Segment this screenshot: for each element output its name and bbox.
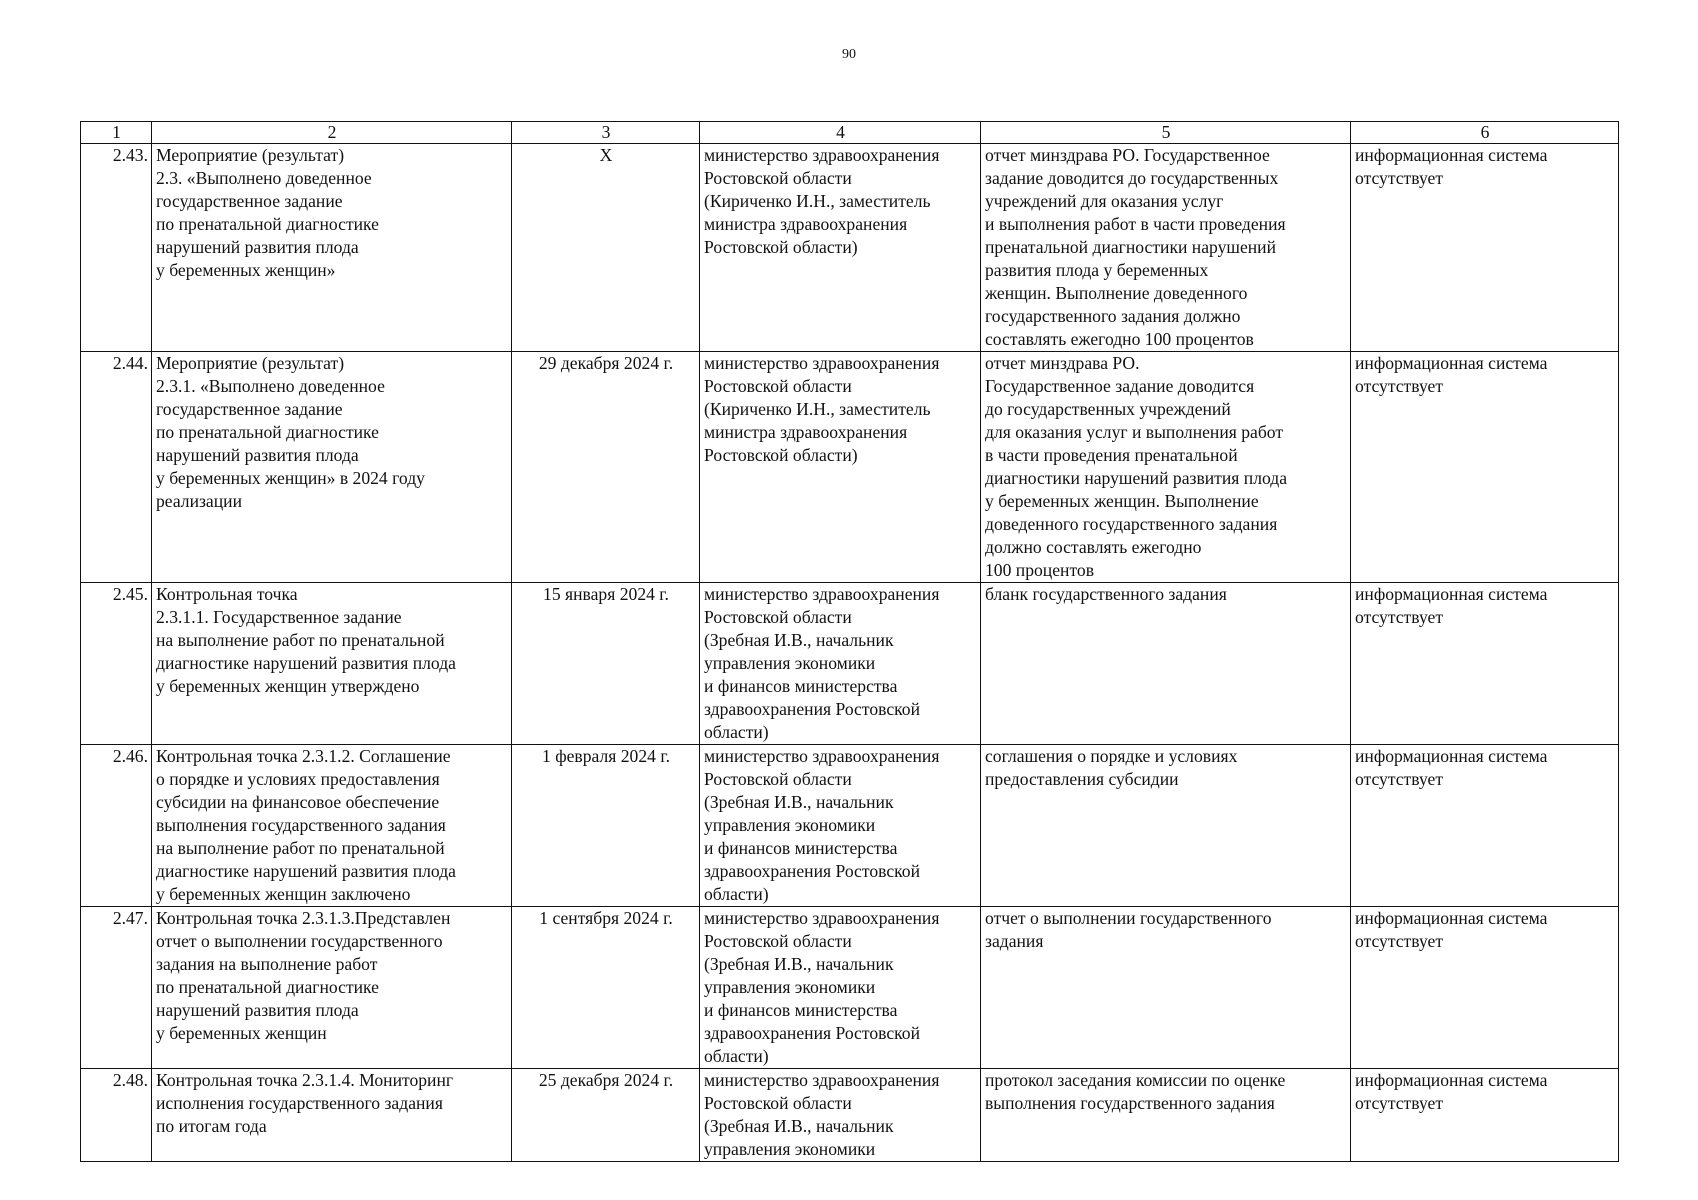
deadline: 1 сентября 2024 г.: [512, 907, 700, 1069]
column-header: 4: [700, 122, 981, 144]
row-number: 2.46.: [81, 745, 152, 907]
confirming-document: протокол заседания комиссии по оценке выполнения государственного задания: [981, 1069, 1351, 1162]
responsible: министерство здравоохранения Ростовской области (Зребная И.В., начальник управления экономики и финансов министерства здравоохранения Ростовской области): [700, 907, 981, 1069]
deadline: 29 декабря 2024 г.: [512, 352, 700, 583]
page-number: 90: [842, 47, 856, 62]
deadline: 25 декабря 2024 г.: [512, 1069, 700, 1162]
table-row: [81, 745, 1619, 907]
column-header: 3: [512, 122, 700, 144]
table-row: [81, 144, 1619, 352]
responsible: министерство здравоохранения Ростовской области (Кириченко И.Н., заместитель министра здравоохранения Ростовской области): [700, 352, 981, 583]
table-header-row: [81, 122, 1619, 144]
confirming-document: соглашения о порядке и условиях предоставления субсидии: [981, 745, 1351, 907]
information-system: информационная система отсутствует: [1351, 745, 1619, 907]
event-name: Мероприятие (результат) 2.3.1. «Выполнено доведенное государственное задание по пренатальной диагностике нарушений развития плода у беременных женщин» в 2024 году реализации: [152, 352, 512, 583]
responsible: министерство здравоохранения Ростовской области (Кириченко И.Н., заместитель министра здравоохранения Ростовской области): [700, 144, 981, 352]
table-row: [81, 1069, 1619, 1162]
column-header: 1: [81, 122, 152, 144]
event-name: Контрольная точка 2.3.1.4. Мониторинг исполнения государственного задания по итогам года: [152, 1069, 512, 1162]
information-system: информационная система отсутствует: [1351, 583, 1619, 745]
event-name: Контрольная точка 2.3.1.3.Представлен отчет о выполнении государственного задания на выполнение работ по пренатальной диагностике нарушений развития плода у беременных женщин: [152, 907, 512, 1069]
deadline: X: [512, 144, 700, 352]
event-name: Мероприятие (результат) 2.3. «Выполнено доведенное государственное задание по пренатальной диагностике нарушений развития плода у беременных женщин»: [152, 144, 512, 352]
plan-table: [80, 121, 1619, 1162]
event-name: Контрольная точка 2.3.1.2. Соглашение о порядке и условиях предоставления субсидии на финансовое обеспечение выполнения государственного задания на выполнение работ по пренатальной диагностике нарушений развития плода у беременных женщин заключено: [152, 745, 512, 907]
responsible: министерство здравоохранения Ростовской области (Зребная И.В., начальник управления экономики и финансов министерства здравоохранения Ростовской области): [700, 583, 981, 745]
information-system: информационная система отсутствует: [1351, 1069, 1619, 1162]
column-header: 6: [1351, 122, 1619, 144]
row-number: 2.43.: [81, 144, 152, 352]
confirming-document: отчет о выполнении государственного задания: [981, 907, 1351, 1069]
table-row: [81, 583, 1619, 745]
deadline: 1 февраля 2024 г.: [512, 745, 700, 907]
column-header: 5: [981, 122, 1351, 144]
responsible: министерство здравоохранения Ростовской области (Зребная И.В., начальник управления экономики и финансов министерства здравоохранения Ростовской области): [700, 745, 981, 907]
row-number: 2.44.: [81, 352, 152, 583]
row-number: 2.45.: [81, 583, 152, 745]
confirming-document: отчет минздрава РО. Государственное задание доводится до государственных учреждений для оказания услуг и выполнения работ в части проведения пренатальной диагностики нарушений развития плода у беременных женщин. Выполнение доведенного государственного задания должно составлять ежегодно 100 процентов: [981, 144, 1351, 352]
responsible: министерство здравоохранения Ростовской области (Зребная И.В., начальник управления экономики: [700, 1069, 981, 1162]
event-name: Контрольная точка 2.3.1.1. Государственное задание на выполнение работ по пренатальной диагностике нарушений развития плода у беременных женщин утверждено: [152, 583, 512, 745]
information-system: информационная система отсутствует: [1351, 144, 1619, 352]
confirming-document: отчет минздрава РО. Государственное задание доводится до государственных учреждений для оказания услуг и выполнения работ в части проведения пренатальной диагностики нарушений развития плода у беременных женщин. Выполнение доведенного государственного задания должно составлять ежегодно 100 процентов: [981, 352, 1351, 583]
information-system: информационная система отсутствует: [1351, 352, 1619, 583]
row-number: 2.47.: [81, 907, 152, 1069]
column-header: 2: [152, 122, 512, 144]
table-row: [81, 352, 1619, 583]
table-row: [81, 907, 1619, 1069]
deadline: 15 января 2024 г.: [512, 583, 700, 745]
confirming-document: бланк государственного задания: [981, 583, 1351, 745]
information-system: информационная система отсутствует: [1351, 907, 1619, 1069]
row-number: 2.48.: [81, 1069, 152, 1162]
